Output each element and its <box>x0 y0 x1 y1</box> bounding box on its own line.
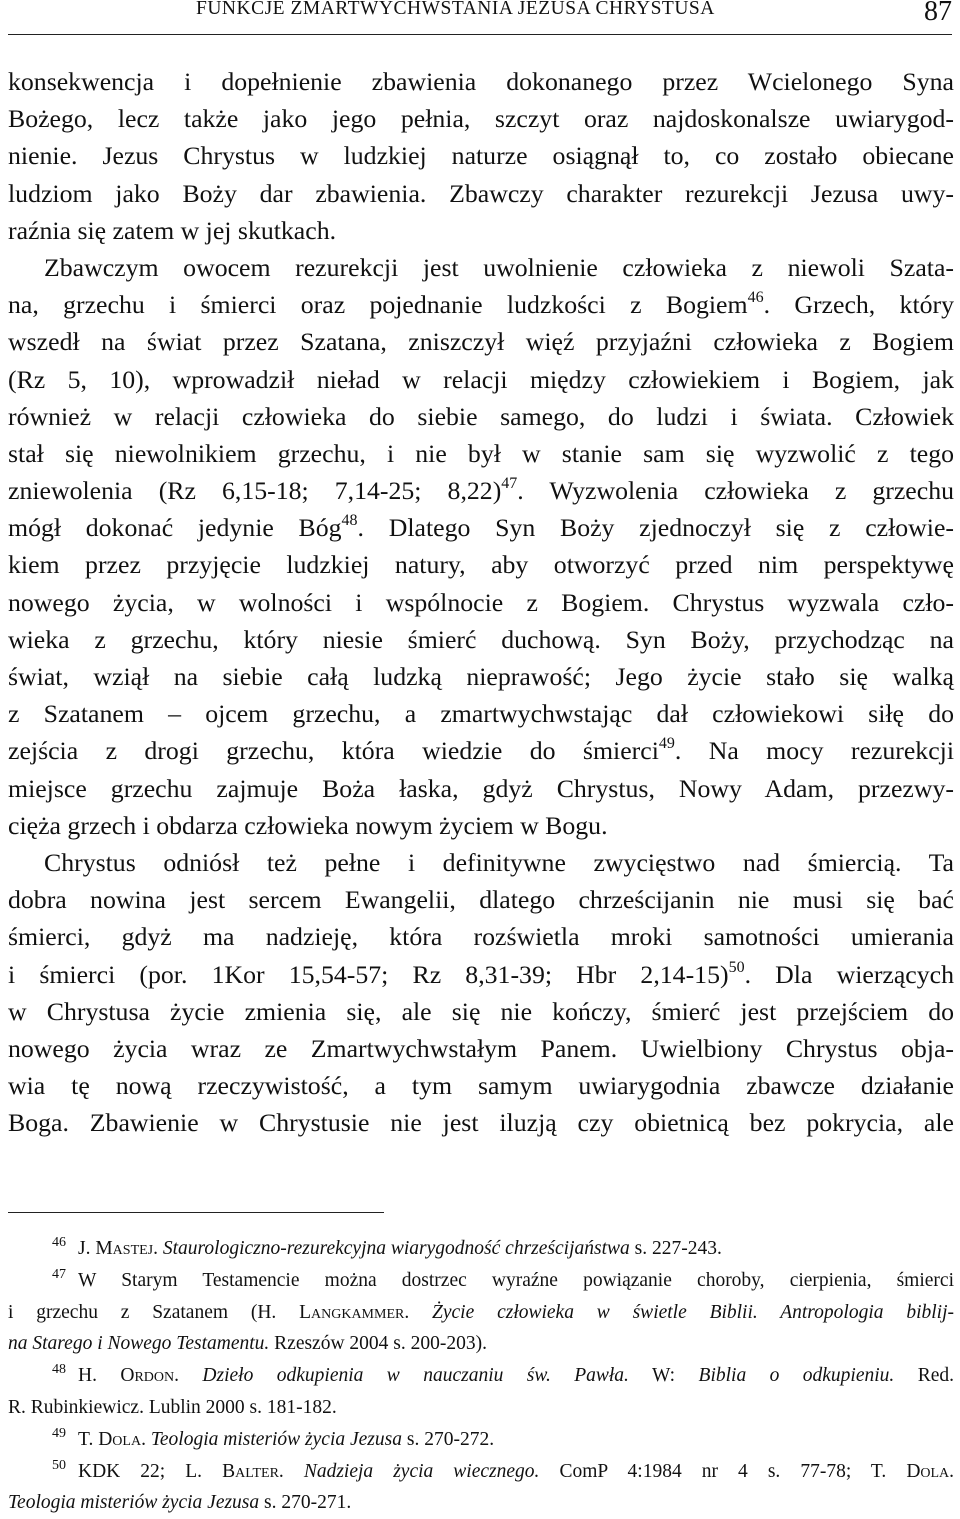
running-header <box>0 0 960 34</box>
footnote-pages: s. 270-271. <box>264 1492 352 1514</box>
line-text: i śmierci (por. 1Kor 15,54-57; Rz 8,31-39; Hbr 2,14-15) <box>8 959 729 989</box>
page-number: 87 <box>924 0 952 27</box>
footnote-text: Red. <box>917 1365 955 1387</box>
body-line: wia tę nową rzeczywistość, a tym samym uwiarygodnia zbawcze działanie <box>8 1071 954 1101</box>
footnote-ref-48: 48 <box>341 512 358 530</box>
footnote-text: ComP 4:1984 nr 4 s. 77-78; T. <box>559 1460 887 1482</box>
body-line <box>8 956 954 993</box>
body-line: Chrystus odniósł też pełne i definitywne zwycięstwo nad śmiercią. Ta <box>44 847 954 877</box>
footnote-47-cont <box>8 1328 954 1360</box>
footnote-47-cont <box>8 1297 954 1329</box>
body-line: Bożego, lecz także jako jego pełnia, szczyt oraz najdoskonalsze uwiarygod- <box>8 104 954 134</box>
body-line: konsekwencja i dopełnienie zbawienia dokonanego przez Wcielonego Syna <box>8 67 954 96</box>
line-text: . Dla wierzących <box>744 959 955 989</box>
footnote-48-cont: R. Rubinkiewicz. Lublin 2000 s. 181-182. <box>8 1396 337 1418</box>
footnote-49 <box>8 1424 954 1456</box>
line-text: . Wyzwolenia człowieka z grzechu <box>517 476 954 506</box>
footnote-number: 47 <box>52 1266 66 1282</box>
body-line <box>8 286 954 323</box>
footnote-text: KDK 22; L. <box>78 1460 203 1482</box>
body-line <box>8 472 954 509</box>
footnote-number: 50 <box>52 1457 66 1473</box>
footnotes <box>8 1233 954 1519</box>
footnote-title: Teologia misteriów życia Jezusa <box>150 1428 402 1450</box>
body-line: śmierci, gdyż ma nadzieję, która rozświetla mroki samotności umierania <box>8 922 954 952</box>
footnote-50 <box>8 1456 954 1488</box>
footnote-number: 48 <box>52 1362 66 1378</box>
footnote-title: Biblia o odkupieniu. <box>698 1365 895 1387</box>
body-line: Boga. Zbawienie w Chrystusie nie jest iluzją czy obietnicą bez pokrycia, ale <box>8 1108 954 1138</box>
body-line: nowego życia, w wolności i wspólnocie z Bogiem. Chrystus wyzwala czło- <box>8 587 954 617</box>
footnote-text: W: <box>652 1365 676 1387</box>
footnote-50-cont <box>8 1487 954 1519</box>
body-line: nienie. Jezus Chrystus w ludzkiej naturze osiągnął to, co zostało obiecane <box>8 141 954 171</box>
footnote-ref-50: 50 <box>728 958 745 976</box>
line-text: zejścia z drogi grzechu, która wiedzie do śmierci <box>8 736 659 766</box>
body-line: stał się niewolnikiem grzechu, i nie był w stanie sam się wyzwolić z tego <box>8 438 954 468</box>
footnote-author: H. Ordon. <box>78 1365 179 1387</box>
footnote-separator <box>8 1212 384 1213</box>
body-line: świat, wziął na siebie całą ludzką nieprawość; Jego życie stało się walką <box>8 662 954 691</box>
footnote-title: Nadzieja życia wiecznego. <box>303 1460 540 1482</box>
footnote-title: Staurologiczno-rezurekcyjna wiarygodność chrześcijaństwa <box>162 1238 630 1259</box>
line-text: mógł dokonać jedynie Bóg <box>8 513 342 543</box>
line-text: . Dlatego Syn Boży zjednoczył się z człowie- <box>357 513 954 543</box>
body-line <box>8 732 954 769</box>
body-line: również w relacji człowieka do siebie samego, do ludzi i świata. Człowiek <box>8 401 954 431</box>
line-text: zniewolenia (Rz 6,15-18; 7,14-25; 8,22) <box>8 476 502 506</box>
footnote-title: Dzieło odkupienia w nauczaniu św. Pawła. <box>202 1365 629 1387</box>
footnote-title: na Starego i Nowego Testamentu. <box>8 1333 270 1355</box>
footnote-pages: s. 270-272. <box>406 1428 495 1450</box>
line-text: . Grzech, który <box>763 290 954 320</box>
header-rule <box>8 34 952 35</box>
body-line: wszedł na świat przez Szatana, zniszczył więź przyjaźni człowieka z Bogiem <box>8 327 954 357</box>
body-text <box>8 63 954 1141</box>
footnote-author: Balter. <box>222 1460 284 1482</box>
body-line: (Rz 5, 10), wprowadził nieład w relacji między człowiekiem i Bogiem, jak <box>8 364 954 394</box>
footnote-ref-49: 49 <box>658 735 675 753</box>
body-line: raźnia się zatem w jej skutkach. <box>8 215 337 245</box>
body-line: dobra nowina jest sercem Ewangelii, dlatego chrześcijanin nie musi się bać <box>8 885 954 915</box>
footnote-author: Dola. <box>906 1460 955 1482</box>
line-text: na, grzechu i śmierci oraz pojednanie ludzkości z Bogiem <box>8 290 748 320</box>
footnote-ref-47: 47 <box>501 475 518 493</box>
footnote-number: 46 <box>52 1235 66 1250</box>
line-text: . Na mocy rezurekcji <box>674 736 954 766</box>
footnote-author: J. Mastej. <box>78 1238 159 1259</box>
body-line: ciężа grzech i obdarza człowieka nowym życiem w Bogu. <box>8 810 608 840</box>
footnote-author: T. Dola. <box>78 1428 146 1450</box>
body-line: z Szatanem – ojcem grzechu, a zmartwychwstając dał człowiekowi siłę do <box>8 699 954 729</box>
footnote-title: Życie człowieka w świetle Biblii. Antropologia biblij- <box>432 1301 954 1323</box>
footnote-number: 49 <box>52 1425 66 1441</box>
footnote-48 <box>8 1360 954 1392</box>
body-line: nowego życia wraz ze Zmartwychwstałym Panem. Uwielbiony Chrystus obja- <box>8 1033 954 1063</box>
body-line: w Chrystusa życie zmienia się, ale się nie kończy, śmierć jest przejściem do <box>8 996 954 1026</box>
footnote-text: W Starym Testamencie można dostrzec wyraźne powiązanie choroby, cierpienia, śmierci <box>78 1269 954 1291</box>
footnote-title: Teologia misteriów życia Jezusa <box>8 1492 260 1514</box>
footnote-ref-46: 46 <box>747 289 764 307</box>
body-line: wieka z grzechu, który niesie śmierć duchową. Syn Boży, przychodząc na <box>8 624 954 654</box>
body-line: kiem przez przyjęcie ludzkiej natury, aby otworzyć przed nim perspektywę <box>8 550 954 580</box>
footnote-pages: s. 227-243. <box>634 1238 722 1259</box>
body-line: ludziom jako Boży dar zbawienia. Zbawczy charakter rezurekcji Jezusa uwy- <box>8 178 954 208</box>
body-line: Zbawczym owocem rezurekcji jest uwolnienie człowieka z niewoli Szata- <box>44 252 954 282</box>
footnote-pages: Rzeszów 2004 s. 200-203). <box>274 1333 487 1355</box>
body-line: miejsce grzechu zajmuje Boża łaska, gdyż Chrystus, Nowy Adam, przezwy- <box>8 773 954 803</box>
body-line <box>8 509 954 546</box>
footnote-46 <box>8 1233 954 1265</box>
footnote-author: Langkammer. <box>299 1301 410 1323</box>
footnote-text: i grzechu z Szatanem (H. <box>8 1301 277 1323</box>
running-title: FUNKCJE ZMARTWYCHWSTANIA JEZUSA CHRYSTUSA <box>196 0 715 19</box>
footnote-47 <box>8 1265 954 1297</box>
